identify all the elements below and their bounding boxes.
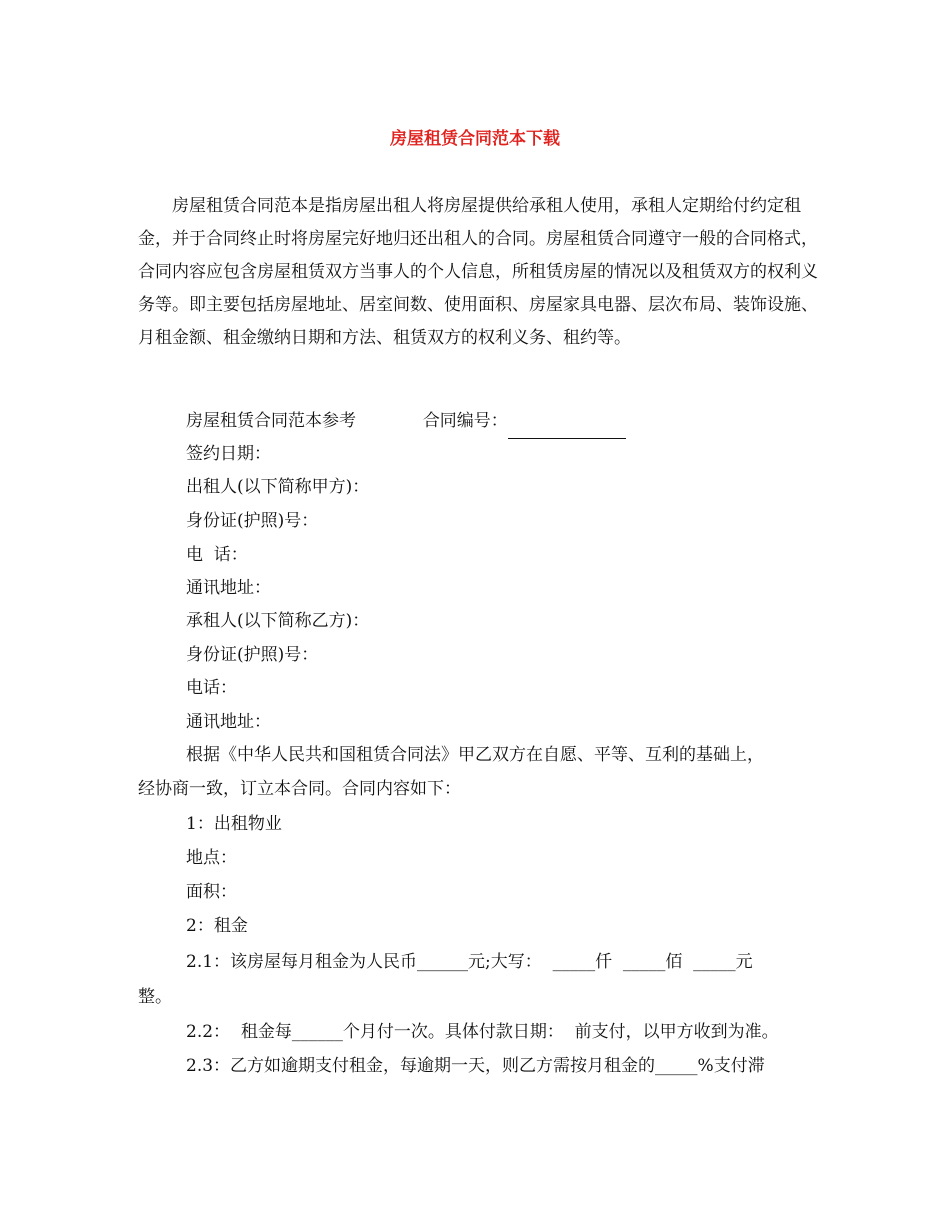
section-1-area: 面积：: [186, 882, 237, 902]
basis-line-1: 根据《中华人民共和国租赁合同法》甲乙双方在自愿、平等、互利的基础上，: [186, 745, 764, 765]
section-1-heading: 1：出租物业: [186, 814, 282, 834]
lessor-id-line: 身份证(护照)号：: [186, 511, 319, 531]
contract-number-blank: [508, 405, 626, 439]
document-title: 房屋租赁合同范本下载: [390, 129, 560, 149]
clause-2-1-line-2: 整。: [138, 987, 172, 1007]
lessee-line: 承租人(以下简称乙方)：: [186, 611, 370, 631]
lessee-id-line: 身份证(护照)号：: [186, 645, 319, 665]
sign-date-line: 签约日期：: [186, 444, 271, 464]
clause-2-1-line-1: 2.1：该房屋每月租金为人民币______元;大写： _____仟 _____佰 _____元: [186, 952, 753, 972]
lessee-address-line: 通讯地址：: [186, 712, 271, 732]
intro-paragraph: 房屋租赁合同范本是指房屋出租人将房屋提供给承租人使用，承租人定期给付约定租金，并于合同终止时将房屋完好地归还出租人的合同。房屋租赁合同遵守一般的合同格式，合同内容应包含房屋租赁双方当事人的个人信息，所租赁房屋的情况以及租赁双方的权利义务等。即主要包括房屋地址、居室间数、使用面积、房屋家具电器、层次布局、装饰设施、月租金额、租金缴纳日期和方法、租赁双方的权利义务、租约等。: [138, 196, 818, 348]
reference-label: 房屋租赁合同范本参考: [186, 411, 356, 431]
section-1-location: 地点：: [186, 848, 237, 868]
lessor-phone-line: 电 话：: [186, 545, 248, 565]
contract-number-label: 合同编号：: [422, 411, 508, 431]
lessor-address-line: 通讯地址：: [186, 578, 271, 598]
lessor-line: 出租人(以下简称甲方)：: [186, 477, 370, 497]
section-2-heading: 2：租金: [186, 916, 248, 936]
clause-2-3: 2.3：乙方如逾期支付租金，每逾期一天，则乙方需按月租金的_____%支付滞: [186, 1056, 765, 1076]
basis-line-2: 经协商一致，订立本合同。合同内容如下：: [138, 779, 461, 799]
reference-line: [186, 405, 626, 439]
clause-2-2: 2.2： 租金每______个月付一次。具体付款日期： 前支付，以甲方收到为准。: [186, 1022, 779, 1042]
lessee-phone-line: 电话：: [186, 678, 237, 698]
